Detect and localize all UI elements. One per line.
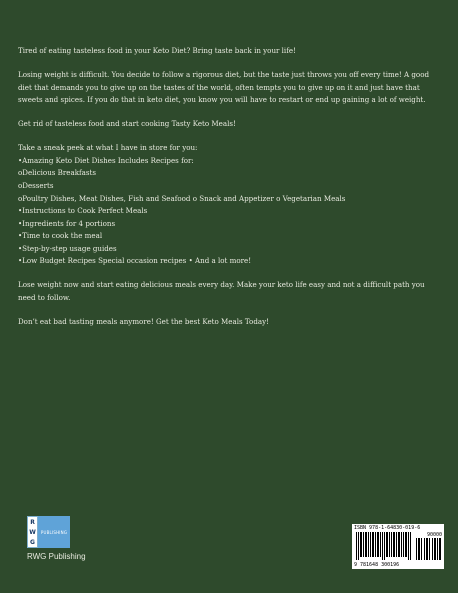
list-line: •Time to cook the meal bbox=[18, 231, 103, 241]
barcode-digits: 9 781648 300196 bbox=[354, 562, 400, 568]
logo-letter-strip bbox=[27, 516, 38, 548]
isbn-text: ISBN 978-1-64830-019-6 bbox=[354, 525, 421, 531]
list-line: Take a sneak peek at what I have in store for you: bbox=[18, 143, 198, 153]
contents-list bbox=[18, 142, 442, 268]
price-code: 90000 bbox=[426, 532, 442, 538]
logo-box bbox=[38, 516, 70, 548]
list-line: •Instructions to Cook Perfect Meals bbox=[18, 206, 148, 216]
closing-paragraph: Don’t eat bad tasting meals anymore! Get the best Keto Meals Today! bbox=[18, 317, 269, 327]
list-line: •Step-by-step usage guides bbox=[18, 243, 117, 253]
list-line: oPoultry Dishes, Meat Dishes, Fish and Seafood o Snack and Appetizer o Vegetarian Meals bbox=[18, 193, 346, 203]
list-line: •Low Budget Recipes Special occasion recipes • And a lot more! bbox=[18, 256, 252, 266]
intro-paragraph: Tired of eating tasteless food in your Keto Diet? Bring taste back in your life! bbox=[18, 46, 296, 55]
isbn-barcode bbox=[352, 524, 444, 569]
logo-letter: W bbox=[29, 528, 36, 536]
list-line: •Amazing Keto Diet Dishes Includes Recipes for: bbox=[18, 155, 194, 165]
price-bars-icon bbox=[416, 538, 442, 560]
publisher-name: RWG Publishing bbox=[27, 552, 86, 561]
logo-letter: R bbox=[30, 518, 35, 526]
logo-text: PUBLISHING bbox=[40, 529, 68, 535]
list-line: •Ingredients for 4 portions bbox=[18, 218, 116, 228]
lose-weight-paragraph: Lose weight now and start eating delicious meals every day. Make your keto life easy and not a difficult path you need to follow. bbox=[18, 280, 425, 303]
call-to-cook-paragraph: Get rid of tasteless food and start cooking Tasty Keto Meals! bbox=[18, 119, 236, 129]
diet-difficulty-paragraph: Losing weight is difficult. You decide to follow a rigorous diet, but the taste just throws you off every time! A good diet that demands you to give up on the tastes of the world, often tempts you to give up on it and just have that sweets and spices. If you do that in keto diet, you know you will have to restart or end up gaining a lot of weight. bbox=[18, 69, 430, 105]
list-line: oDelicious Breakfasts bbox=[18, 168, 96, 178]
back-cover-description bbox=[18, 45, 442, 340]
logo-letter: G bbox=[30, 538, 35, 546]
barcode-bars-icon bbox=[356, 532, 416, 560]
list-line: oDesserts bbox=[18, 180, 54, 190]
